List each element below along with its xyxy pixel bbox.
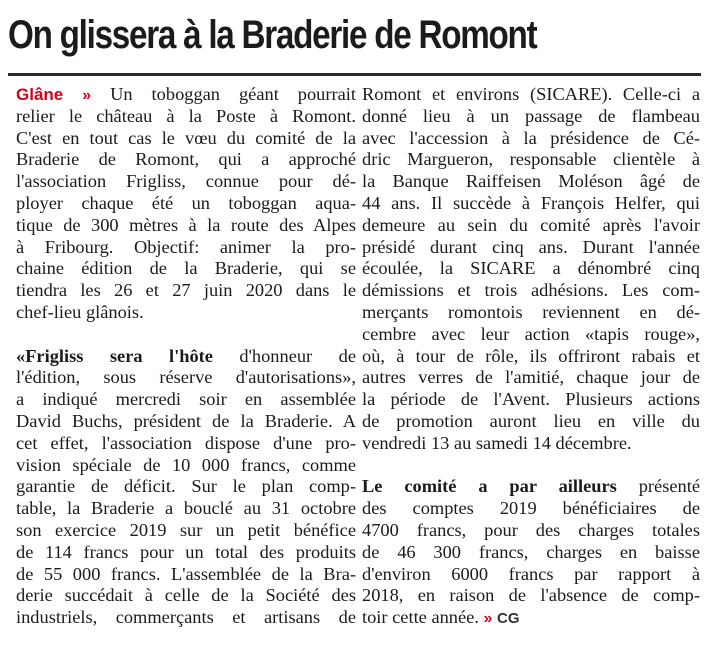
right-column	[362, 84, 700, 629]
text-line: C'est en tout cas le vœu du comité de la	[16, 127, 356, 148]
paragraph-gap	[362, 455, 700, 477]
text-line: à Fribourg. Objectif: animer la pro-	[16, 236, 356, 257]
text-line: la Banque Raiffeisen Moléson âgé de	[362, 171, 700, 192]
text-line: Le comité a par ailleurs présenté	[362, 476, 701, 497]
headline-rule	[8, 73, 701, 76]
text-line: démissions et trois adhésions. Les com-	[362, 280, 700, 301]
text-line: d'environ 6000 francs par rapport à	[362, 563, 700, 584]
text-line: l'association Frigliss, connue pour dé-	[16, 171, 356, 192]
text-line: a indiqué mercredi soir en assemblée	[16, 389, 356, 410]
lead-in: Le comité a par ailleurs	[362, 476, 617, 497]
kicker-chevron-icon: »	[82, 87, 92, 104]
text-line: son exercice 2019 sur un petit bénéfice	[16, 519, 356, 540]
left-column	[16, 84, 356, 629]
text-line: chaine édition de la Braderie, qui se	[16, 258, 356, 279]
text-line: présidé durant cinq ans. Durant l'année	[362, 236, 700, 257]
text-line: dric Margueron, responsable clientèle à	[362, 149, 700, 170]
text-line: toir cette année. » CG	[362, 607, 520, 628]
text-line: merçants romontois reviennent en dé-	[362, 301, 700, 322]
text-line: 2018, en raison de l'absence de comp-	[362, 585, 700, 606]
text-line: vision spéciale de 10 000 francs, comme	[16, 454, 356, 475]
text-line: table, la Braderie a bouclé au 31 octobre	[16, 498, 356, 519]
text-line: autres verres de l'amitié, chaque jour de	[362, 367, 700, 388]
text-line: la période de l'Avent. Plusieurs actions	[362, 389, 700, 410]
text-line: relier le château à la Poste à Romont.	[16, 105, 356, 126]
text-line: de promotion auront lieu en ville du	[362, 410, 700, 431]
text-line: de 55 000 francs. L'assemblée de la Bra-	[16, 563, 356, 584]
text-line: cet effet, l'association dispose d'une pro-	[16, 432, 356, 453]
text-line: industriels, commerçants et artisans de	[16, 607, 356, 628]
text-line: de 114 francs pour un total des produits	[16, 541, 356, 562]
text-line: cembre avec leur action «tapis rouge»,	[362, 323, 700, 344]
text-line: Romont et environs (SICARE). Celle-ci a	[362, 84, 700, 104]
text-line: Braderie de Romont, qui a approché	[16, 149, 356, 170]
end-chevron-icon: »	[483, 610, 493, 628]
text-line: tique de 300 mètres à la route des Alpes	[16, 214, 356, 235]
text-line: chef-lieu glânois.	[16, 301, 144, 322]
text-line: vendredi 13 au samedi 14 décembre.	[362, 432, 632, 453]
headline: On glissera à la Braderie de Romont	[8, 13, 537, 57]
text-line: ployer chaque été un toboggan aqua-	[16, 192, 356, 213]
text-line: garantie de déficit. Sur le plan comp-	[16, 476, 356, 497]
text-line: derie succédait à celle de la Société des	[16, 585, 356, 606]
text-line: l'édition, sous réserve d'autorisations»,	[16, 367, 356, 388]
text-line: de 46 300 francs, charges en baisse	[362, 541, 700, 562]
paragraph-gap	[16, 324, 356, 346]
text-line: des comptes 2019 bénéficiaires de	[362, 498, 700, 519]
text-line: «Frigliss sera l'hôte d'honneur de	[16, 345, 356, 366]
kicker: Glâne	[16, 85, 64, 104]
text-line: demeure au sein du comité après l'avoir	[362, 214, 700, 235]
text-line: écoulée, la SICARE a dénombré cinq	[362, 258, 700, 279]
text-line: 4700 francs, pour des charges totales	[362, 519, 700, 540]
text-line: avec l'accession à la présidence de Cé-	[362, 127, 700, 148]
text-line: Glâne » Un toboggan géant pourrait	[16, 84, 356, 104]
text-line: donné lieu à un passage de flambeau	[362, 105, 700, 126]
text-line: tiendra les 26 et 27 juin 2020 dans le	[16, 280, 356, 301]
lead-in: «Frigliss sera l'hôte	[16, 345, 213, 366]
text-line: où, à tour de rôle, ils offriront rabais et	[362, 345, 700, 366]
author-initials: CG	[497, 610, 520, 628]
text-line: David Buchs, président de la Braderie. A	[16, 410, 356, 431]
text-line: 44 ans. Il succède à François Helfer, qui	[362, 192, 700, 213]
